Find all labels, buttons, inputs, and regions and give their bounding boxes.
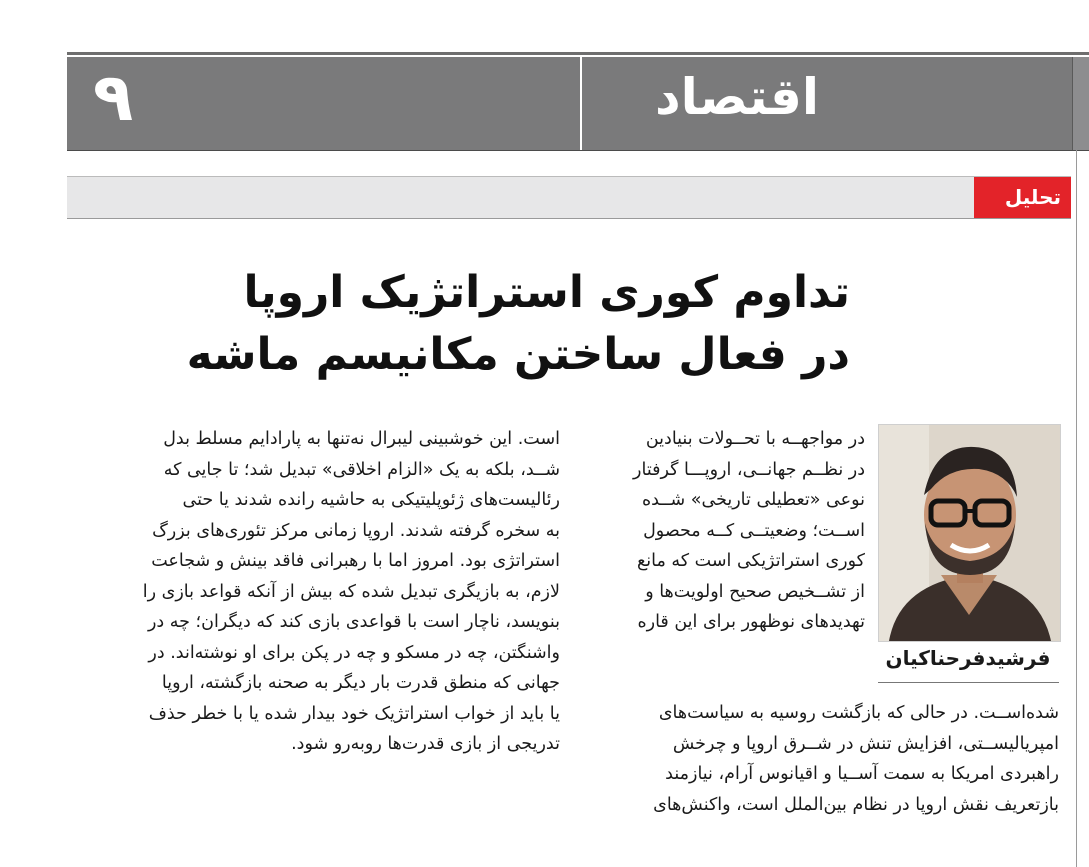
text-line: جهانی که منطق قدرت بار دیگر به صحنه بازگشته، اروپا — [161, 673, 560, 693]
text-line: از تشــخیص صحیح اولویت‌ها و — [645, 581, 865, 602]
text-line: استراتژی بود. امروز اما با رهبرانی فاقد بینش و شجاعت — [151, 551, 560, 571]
section-header — [67, 57, 1089, 151]
category-bar — [67, 176, 1071, 219]
text-line: شــد، بلکه به یک «الزام اخلاقی» تبدیل شد؛ تا جایی که — [163, 459, 560, 480]
text-line: واشنگتن، چه در مسکو و چه در پکن برای او نوشته‌اند. در — [148, 642, 560, 663]
text-line: به سخره گرفته شدند. اروپا زمانی مرکز تئوری‌های بزرگ — [152, 520, 560, 541]
category-label: تحلیل — [974, 177, 1071, 218]
text-line: امپریالیســتی، افزایش تنش در شــرق اروپا و چرخش — [672, 733, 1059, 754]
page-number: ۹ — [93, 59, 134, 136]
text-line: در مواجهــه با تحــولات بنیادین — [645, 429, 865, 449]
author-name: فرشیدفرحناکیان — [885, 646, 1051, 670]
text-line: رئالیست‌های ژئوپلیتیکی به حاشیه رانده شدند یا حتی — [182, 490, 560, 510]
text-line: تدریجی از بازی قدرت‌ها روبه‌رو شود. — [291, 734, 560, 754]
headline-line-2: در فعال ساختن مکانیسم ماشه — [186, 329, 850, 380]
text-line: شده‌اســت. در حالی که بازگشت روسیه به سیاست‌های — [658, 703, 1059, 723]
author-photo — [878, 424, 1061, 642]
article-column-bottom — [582, 698, 1059, 820]
text-line: نوعی «تعطیلی تاریخی» شــده — [641, 490, 865, 510]
section-title: اقتصاد — [655, 68, 819, 126]
headline-line-1: تداوم کوری استراتژیک اروپا — [243, 267, 850, 318]
header-divider — [580, 57, 582, 150]
header-right-edge — [1072, 57, 1089, 150]
article-column-left — [75, 424, 560, 760]
text-line: بازتعریف نقش اروپا در نظام بین‌الملل است، واکنش‌های — [653, 794, 1059, 815]
text-line: کوری استراتژیکی است که مانع — [636, 551, 865, 571]
top-rule — [67, 52, 1089, 55]
text-line: است. این خوشبینی لیبرال نه‌تنها به پارادایم مسلط بدل — [163, 429, 560, 449]
text-line: تهدیدهای نوظهور برای این قاره — [637, 612, 865, 632]
article-column-middle — [582, 424, 865, 638]
headline — [150, 262, 850, 386]
text-line: یا باید از خواب استراتژیک خود بیدار شده یا با خطر حذف — [148, 703, 560, 724]
author-portrait — [879, 425, 1060, 641]
text-line: در نظــم جهانــی، اروپـــا گرفتار — [633, 459, 865, 480]
text-line: لازم، به بازیگری تبدیل شده که بیش از آنکه قواعد بازی را — [142, 581, 560, 602]
author-rule — [878, 682, 1059, 683]
text-line: راهبردی امریکا به سمت آســیا و اقیانوس آرام، نیازمند — [665, 764, 1059, 784]
margin-rule — [1076, 150, 1077, 867]
text-line: بنویسد، ناچار است با قواعدی بازی کند که دیگران؛ چه در — [147, 612, 560, 632]
text-line: اســت؛ وضعیتــی کــه محصول — [643, 520, 865, 541]
